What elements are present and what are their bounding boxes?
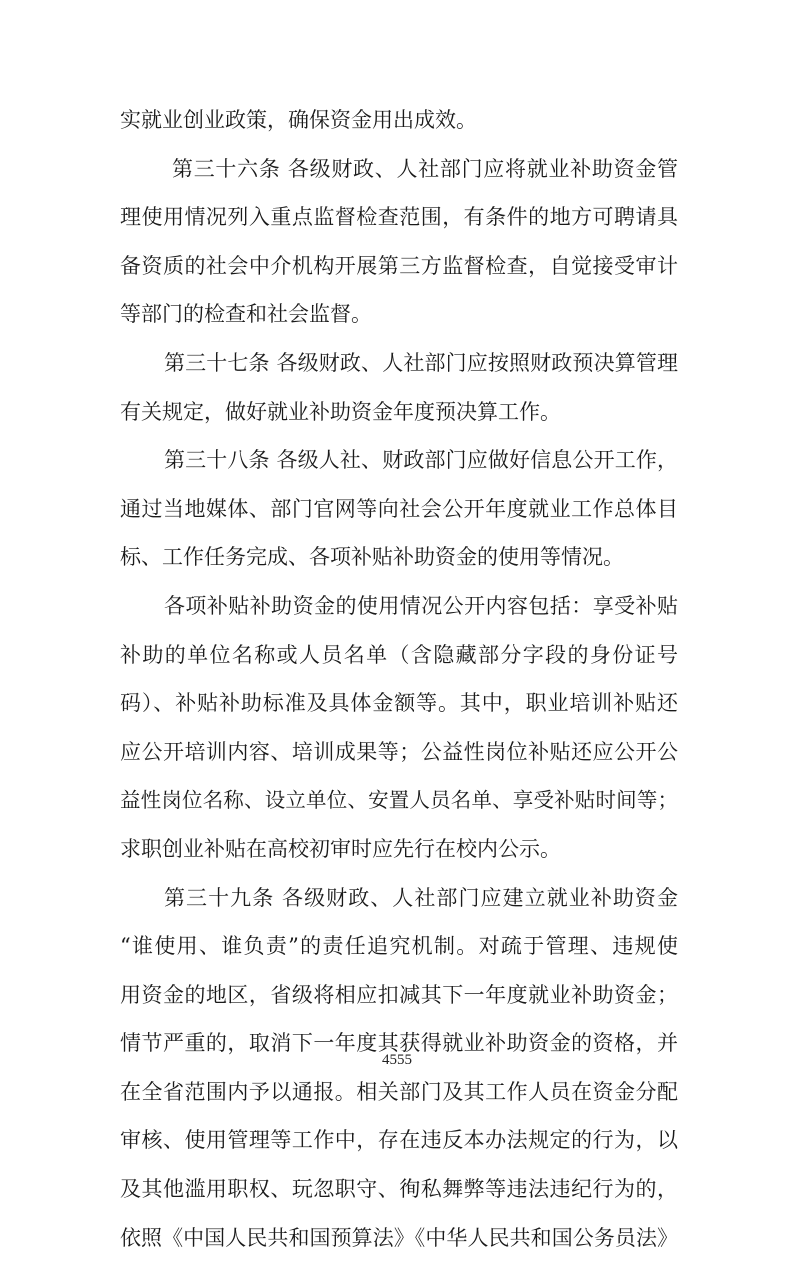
page-number: 4555 (382, 1052, 412, 1068)
text-line: 理使用情况列入重点监督检查范围，有条件的地方可聘请具 (120, 205, 678, 230)
text-line: 审核、使用管理等工作中，存在违反本办法规定的行为，以 (120, 1128, 678, 1153)
text-line: “谁使用、谁负责”的责任追究机制。对疏于管理、违规使 (120, 934, 678, 959)
text-line: 应公开培训内容、培训成果等；公益性岗位补贴还应公开公 (120, 739, 678, 764)
text-line: 实就业创业政策，确保资金用出成效。 (120, 108, 477, 132)
text-line: 情节严重的，取消下一年度其获得就业补助资金的资格，并 (120, 1031, 678, 1056)
text-line: 码）、补贴补助标准及具体金额等。其中，职业培训补贴还 (120, 691, 678, 716)
text-line: 用资金的地区，省级将相应扣减其下一年度就业补助资金； (120, 982, 678, 1007)
text-line: 标、工作任务完成、各项补贴补助资金的使用等情况。 (120, 545, 624, 570)
article-36-heading-line: 第三十六条 各级财政、人社部门应将就业补助资金管 (172, 156, 678, 181)
article-37-heading-line: 第三十七条 各级财政、人社部门应按照财政预决算管理 (164, 350, 678, 375)
article-38-heading-line: 第三十八条 各级人社、财政部门应做好信息公开工作， (164, 448, 678, 473)
body-text (120, 96, 678, 1262)
text-line: 通过当地媒体、部门官网等向社会公开年度就业工作总体目 (120, 496, 678, 521)
text-line: 依照《中国人民共和国预算法》《中华人民共和国公务员法》 (120, 1225, 678, 1250)
text-line: 等部门的检查和社会监督。 (120, 302, 372, 327)
text-line: 备资质的社会中介机构开展第三方监督检查，自觉接受审计 (120, 253, 678, 278)
text-line: 有关规定，做好就业补助资金年度预决算工作。 (120, 399, 561, 424)
text-line: 益性岗位名称、设立单位、安置人员名单、享受补贴时间等； (120, 788, 678, 813)
text-line: 补助的单位名称或人员名单（含隐藏部分字段的身份证号 (120, 642, 678, 667)
text-line: 及其他滥用职权、玩忽职守、徇私舞弊等违法违纪行为的， (120, 1177, 678, 1202)
text-line: 在全省范围内予以通报。相关部门及其工作人员在资金分配 (120, 1079, 678, 1104)
paragraph-start-line: 各项补贴补助资金的使用情况公开内容包括：享受补贴 (164, 593, 678, 618)
text-line: 求职创业补贴在高校初审时应先行在校内公示。 (120, 836, 561, 861)
article-39-heading-line: 第三十九条 各级财政、人社部门应建立就业补助资金 (164, 885, 678, 910)
